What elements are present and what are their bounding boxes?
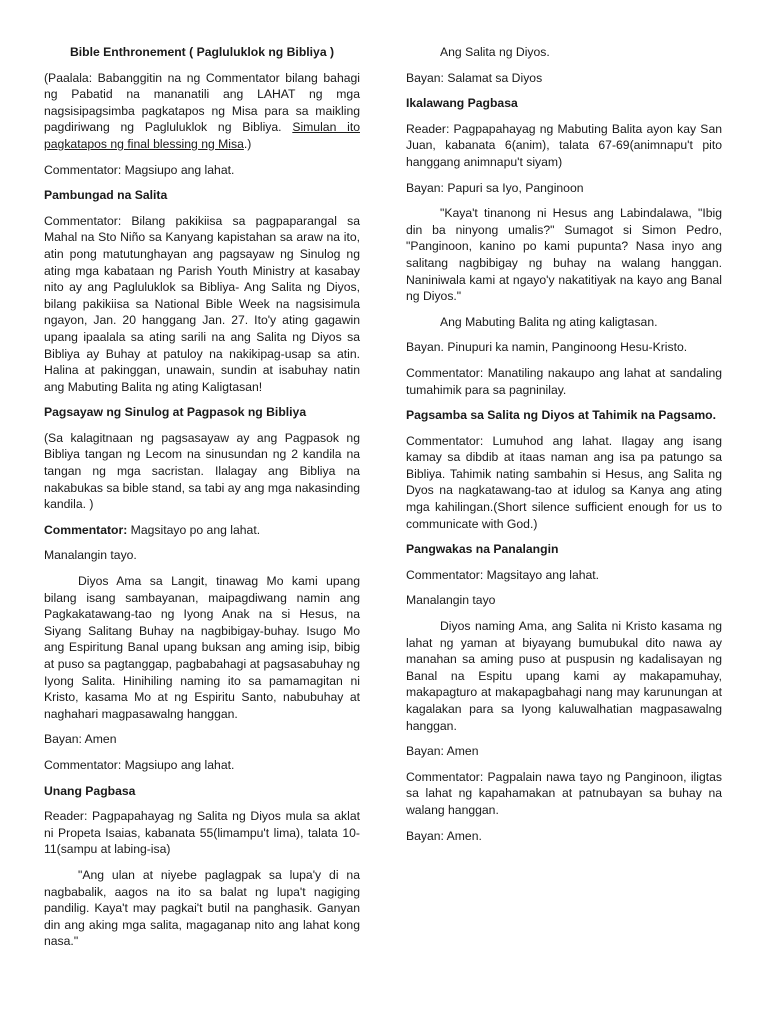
commentator-paragraph: Commentator: Bilang pakikiisa sa pagpaparangal sa Mahal na Sto Niño sa Kanyang kapistahan sa araw na ito, atin pong matutunghayan ang pagsayaw ng Sinulog ng ating mga kabataan ng Parish Youth Ministry at kasabay nito ay ang Pagluluklok sa Bibliya- Ang Salita ng Diyos, bilang pakikiisa sa National Bible Week na nagsisimula ngayon, Jan. 20 hanggang Jan. 27. Ito'y ating gagawin upang ipaalala sa ating sarili na ang Salita ng Diyos sa Bibliya ay Buhay at patuloy na nakikipag-usap sa atin. Halina at pakinggan, unawain, sundin at isabuhay natin ang Mabuting Balita ng ating Kaligtasan! — [44, 213, 360, 394]
note-text: (Paalala: Babanggitin na ng Commentator bilang bahagi ng Pabatid na mananatili ang LAHAT ng mga nagsisipagsimba pagkatapos ng Misa para sa maikling pagdiriwang ng Pagluluklok ng Bibliya. — [44, 70, 360, 135]
section-heading-pambungad: Pambungad na Salita — [44, 188, 168, 203]
reading-closing: Ang Salita ng Diyos. — [440, 45, 550, 59]
document-title: Bible Enthronement ( Pagluluklok ng Bibliya ) — [69, 45, 335, 59]
reader-line: Reader: Pagpapahayag ng Mabuting Balita ayon kay San Juan, kabanata 6(anim), talata 67-69(animnapu't pito hanggang animnapu't siyam) — [406, 121, 722, 169]
opening-prayer: Diyos Ama sa Langit, tinawag Mo kami upang bilang isang sambayanan, maipagdiwang namin ang Pagkakatawang-tao ng Iyong Anak na si Hesus, na Siyang Salitang Buhay na nagbibigay-buhay. Isugo Mo ang Espiritung Banal upang buksan ang aming isip, bibig at puso sa pagtanggap, pagbabahagi at pagsasabuhay ng Iyong Salita. Hinihiling naming ito sa pamamagitan ni Kristo, kasama Mo at ng Espiritu Santo, nabubuhay at naghahari magpasawalng hanggan. — [44, 574, 360, 721]
note-end: .) — [243, 136, 252, 151]
instruction-paragraph: (Sa kalagitnaan ng pagsasayaw ay ang Pagpasok ng Bibliya tangan ng Lecom na sinusundan ng 2 kandila na tangan ng mga sacristan. Ilalagay ang Bibliya na nakabukas sa bible stand, sa tabi ay ang mga nakasinding kandila. ) — [44, 430, 360, 512]
gospel-closing: Ang Mabuting Balita ng ating kaligtasan. — [440, 314, 658, 329]
reading-text: "Ang ulan at niyebe paglagpak sa lupa'y di na nagbabalik, aagos na ito sa balat ng lupa't nagiging pandilig. Kaya't may pagkai't butil na panghasik. Ganyan din ang aking mga salita, magaganap nito ang lahat kong nasa." — [44, 867, 360, 949]
commentator-paragraph: Commentator: Manatiling nakaupo ang lahat at sandaling tumahimik para sa pagninilay. — [406, 365, 722, 397]
response-line: Bayan: Amen — [44, 732, 117, 747]
section-heading-pagsamba: Pagsamba sa Salita ng Diyos at Tahimik na Pagsamo. — [406, 408, 716, 423]
blessing-paragraph: Commentator: Pagpalain nawa tayo ng Panginoon, iligtas sa lahat ng kapahamakan at patnubayan sa buhay na walang hanggan. — [406, 769, 722, 817]
reader-line: Reader: Pagpapahayag ng Salita ng Diyos mula sa aklat ni Propeta Isaias, kabanata 55(limampu't lima), talata 10-11(sampu at labing-isa) — [44, 809, 360, 857]
left-column — [44, 44, 360, 959]
response-line: Bayan. Pinupuri ka namin, Panginoong Hesu-Kristo. — [406, 340, 688, 355]
commentator-label: Commentator: — [44, 522, 128, 537]
note-underlined-text: Simulan ito pagkatapos ng final blessing ng Misa — [44, 120, 360, 151]
commentator-line: Commentator: Magsiupo ang lahat. — [44, 162, 235, 177]
paalala-note — [44, 70, 360, 153]
gospel-text: "Kaya't tinanong ni Hesus ang Labindalawa, "Ibig din ba ninyong umalis?" Sumagot si Simon Pedro, "Panginoon, kanino po kami pupunta? Nasa inyo ang salitang nagbibigay ng buhay na walang hanggan. Naniniwala kami at ngayo'y nakatitiyak na kayo ang Banal ng Diyos." — [406, 206, 722, 304]
response-line: Bayan: Salamat sa Diyos — [406, 70, 543, 85]
response-line: Bayan: Amen. — [406, 828, 482, 843]
commentator-line: Commentator: Magsitayo ang lahat. — [406, 567, 600, 582]
closing-prayer: Diyos naming Ama, ang Salita ni Kristo kasama ng lahat ng yaman at biyayang bumubukal dito nawa ay manahan sa aming puso at puspusin ng kadalisayan ng Banal na Espitu upang kami ay makapamuhay, makapagturo at makapagbahagi nang may karunungan at kagalakan para sa Iyong kaluwalhatian magpasawalng hanggan. — [406, 619, 722, 733]
commentator-line — [44, 522, 360, 539]
response-line: Bayan: Papuri sa Iyo, Panginoon — [406, 180, 584, 195]
section-heading-unang-pagbasa: Unang Pagbasa — [44, 783, 136, 798]
commentator-paragraph: Commentator: Lumuhod ang lahat. Ilagay ang isang kamay sa dibdib at itaas naman ang isa pa patungo sa Bibliya. Tahimik nating sambahin si Hesus, ang Salita ng Dyos na nagkatawang-tao at idulog sa Kanya ang ating mga kahilingan.(Short silence sufficient enough for us to communicate with God.) — [406, 433, 722, 531]
response-line: Bayan: Amen — [406, 744, 479, 759]
prayer-intro: Manalangin tayo. — [44, 548, 137, 563]
section-heading-ikalawang-pagbasa: Ikalawang Pagbasa — [406, 96, 518, 111]
prayer-intro: Manalangin tayo — [406, 593, 496, 608]
section-heading-pagsayaw: Pagsayaw ng Sinulog at Pagpasok ng Bibliya — [44, 405, 307, 420]
right-column — [406, 44, 722, 853]
commentator-text: Magsitayo po ang lahat. — [127, 522, 261, 537]
section-heading-pangwakas: Pangwakas na Panalangin — [406, 542, 559, 557]
commentator-line: Commentator: Magsiupo ang lahat. — [44, 757, 235, 772]
